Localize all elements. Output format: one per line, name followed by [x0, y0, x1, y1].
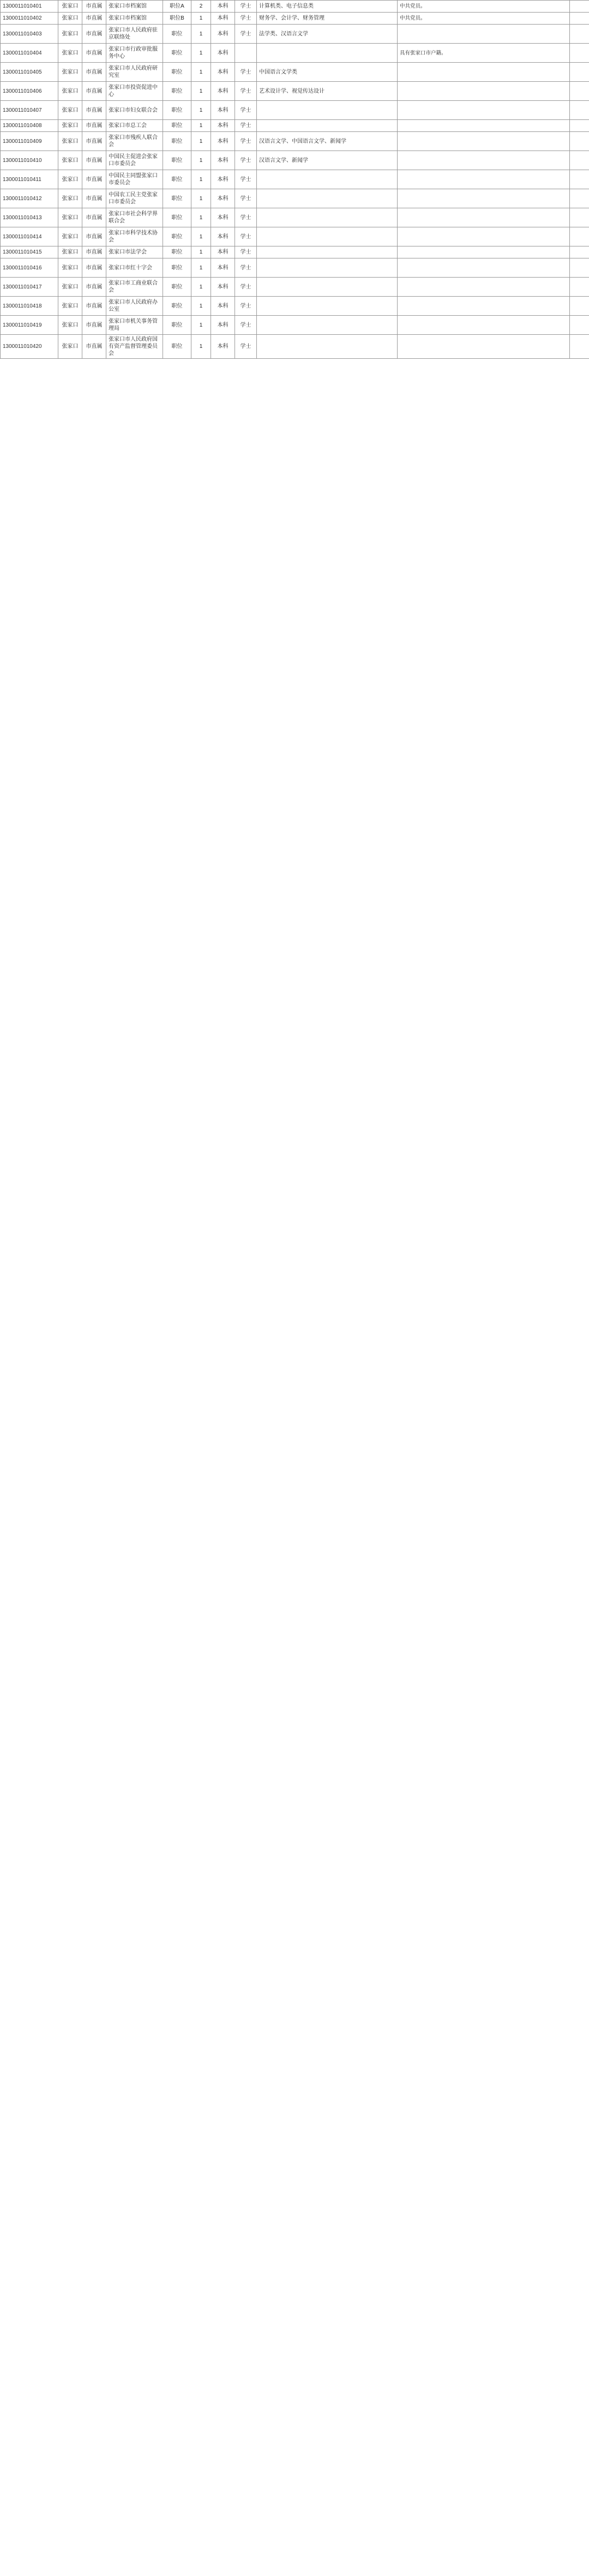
cell-exam	[570, 335, 589, 359]
cell-count: 2	[191, 1, 211, 13]
cell-post: 职位	[163, 258, 191, 278]
cell-level: 市直属	[82, 227, 106, 246]
cell-city: 张家口	[58, 63, 82, 82]
cell-unit: 中国民主促进会张家口市委员会	[106, 151, 163, 170]
cell-city: 张家口	[58, 25, 82, 44]
cell-edu: 本科	[211, 132, 235, 151]
table-row	[1, 258, 589, 278]
cell-post: 职位B	[163, 13, 191, 25]
cell-count: 1	[191, 189, 211, 208]
cell-degree: 学士	[235, 13, 257, 25]
cell-count: 1	[191, 63, 211, 82]
table-row	[1, 208, 589, 227]
cell-city: 张家口	[58, 132, 82, 151]
cell-edu: 本科	[211, 258, 235, 278]
cell-degree: 学士	[235, 151, 257, 170]
cell-level: 市直属	[82, 132, 106, 151]
cell-degree: 学士	[235, 132, 257, 151]
cell-count: 1	[191, 82, 211, 101]
cell-city: 张家口	[58, 82, 82, 101]
cell-edu: 本科	[211, 101, 235, 120]
cell-major	[257, 208, 398, 227]
cell-unit: 张家口市社会科学界联合会	[106, 208, 163, 227]
cell-notes	[398, 335, 570, 359]
cell-unit: 中国民主同盟张家口市委员会	[106, 170, 163, 189]
cell-code: 1300011010414	[1, 227, 58, 246]
cell-major: 财务学、会计学、财务管理	[257, 13, 398, 25]
cell-exam	[570, 101, 589, 120]
cell-unit: 中国农工民主党张家口市委员会	[106, 189, 163, 208]
cell-major	[257, 44, 398, 63]
cell-post: 职位	[163, 120, 191, 132]
table-row	[1, 297, 589, 316]
cell-notes: 具有张家口市户籍。	[398, 44, 570, 63]
cell-count: 1	[191, 227, 211, 246]
cell-edu: 本科	[211, 25, 235, 44]
cell-level: 市直属	[82, 297, 106, 316]
cell-notes	[398, 278, 570, 297]
cell-level: 市直属	[82, 82, 106, 101]
cell-notes	[398, 120, 570, 132]
cell-unit: 张家口市法学会	[106, 246, 163, 258]
cell-notes	[398, 25, 570, 44]
cell-count: 1	[191, 278, 211, 297]
cell-exam	[570, 170, 589, 189]
cell-major	[257, 297, 398, 316]
cell-exam	[570, 246, 589, 258]
cell-post: 职位	[163, 189, 191, 208]
cell-edu: 本科	[211, 278, 235, 297]
cell-degree: 学士	[235, 1, 257, 13]
cell-edu: 本科	[211, 13, 235, 25]
cell-notes	[398, 151, 570, 170]
cell-post: 职位	[163, 246, 191, 258]
cell-notes	[398, 63, 570, 82]
cell-major: 中国语言文学类	[257, 63, 398, 82]
cell-notes	[398, 101, 570, 120]
cell-major: 计算机类、电子信息类	[257, 1, 398, 13]
cell-post: 职位	[163, 297, 191, 316]
table-row	[1, 132, 589, 151]
cell-exam	[570, 258, 589, 278]
position-table	[0, 0, 589, 359]
cell-unit: 张家口市残疾人联合会	[106, 132, 163, 151]
cell-degree: 学士	[235, 189, 257, 208]
cell-code: 1300011010406	[1, 82, 58, 101]
cell-edu: 本科	[211, 151, 235, 170]
cell-edu: 本科	[211, 335, 235, 359]
cell-code: 1300011010402	[1, 13, 58, 25]
cell-level: 市直属	[82, 316, 106, 335]
cell-city: 张家口	[58, 44, 82, 63]
cell-exam	[570, 151, 589, 170]
cell-major	[257, 316, 398, 335]
table-row	[1, 316, 589, 335]
cell-unit: 张家口市机关事务管理局	[106, 316, 163, 335]
cell-exam	[570, 13, 589, 25]
cell-exam	[570, 132, 589, 151]
cell-code: 1300011010417	[1, 278, 58, 297]
cell-unit: 张家口市人民政府驻京联络处	[106, 25, 163, 44]
cell-degree: 学士	[235, 335, 257, 359]
cell-exam	[570, 82, 589, 101]
cell-level: 市直属	[82, 335, 106, 359]
cell-city: 张家口	[58, 151, 82, 170]
cell-city: 张家口	[58, 1, 82, 13]
cell-major	[257, 278, 398, 297]
cell-post: 职位	[163, 170, 191, 189]
cell-count: 1	[191, 246, 211, 258]
cell-edu: 本科	[211, 82, 235, 101]
cell-level: 市直属	[82, 44, 106, 63]
cell-post: 职位	[163, 151, 191, 170]
table-row	[1, 63, 589, 82]
table-row	[1, 82, 589, 101]
cell-exam	[570, 297, 589, 316]
cell-count: 1	[191, 101, 211, 120]
cell-count: 1	[191, 120, 211, 132]
cell-code: 1300011010401	[1, 1, 58, 13]
cell-degree: 学士	[235, 170, 257, 189]
cell-notes	[398, 246, 570, 258]
cell-count: 1	[191, 316, 211, 335]
table-row	[1, 151, 589, 170]
table-row	[1, 278, 589, 297]
cell-count: 1	[191, 258, 211, 278]
cell-degree: 学士	[235, 120, 257, 132]
cell-unit: 张家口市科学技术协会	[106, 227, 163, 246]
cell-count: 1	[191, 208, 211, 227]
cell-post: 职位	[163, 101, 191, 120]
cell-post: 职位	[163, 278, 191, 297]
cell-degree: 学士	[235, 278, 257, 297]
cell-city: 张家口	[58, 120, 82, 132]
cell-city: 张家口	[58, 13, 82, 25]
cell-code: 1300011010405	[1, 63, 58, 82]
cell-unit: 张家口市妇女联合会	[106, 101, 163, 120]
cell-count: 1	[191, 13, 211, 25]
cell-unit: 张家口市人民政府办公室	[106, 297, 163, 316]
cell-code: 1300011010410	[1, 151, 58, 170]
cell-degree: 学士	[235, 297, 257, 316]
cell-post: 职位A	[163, 1, 191, 13]
cell-post: 职位	[163, 227, 191, 246]
cell-degree: 学士	[235, 25, 257, 44]
cell-level: 市直属	[82, 13, 106, 25]
cell-major: 法学类、汉语言文学	[257, 25, 398, 44]
cell-notes	[398, 258, 570, 278]
cell-count: 1	[191, 44, 211, 63]
cell-notes	[398, 316, 570, 335]
cell-notes	[398, 297, 570, 316]
cell-notes: 中共党员。	[398, 13, 570, 25]
cell-code: 1300011010419	[1, 316, 58, 335]
cell-city: 张家口	[58, 101, 82, 120]
cell-exam	[570, 44, 589, 63]
cell-city: 张家口	[58, 316, 82, 335]
cell-notes	[398, 170, 570, 189]
cell-post: 职位	[163, 63, 191, 82]
cell-level: 市直属	[82, 208, 106, 227]
cell-post: 职位	[163, 208, 191, 227]
cell-major	[257, 335, 398, 359]
cell-edu: 本科	[211, 227, 235, 246]
cell-city: 张家口	[58, 258, 82, 278]
cell-major: 汉语言文学、新闻学	[257, 151, 398, 170]
cell-count: 1	[191, 151, 211, 170]
table-row	[1, 13, 589, 25]
cell-code: 1300011010407	[1, 101, 58, 120]
cell-count: 1	[191, 335, 211, 359]
cell-unit: 张家口市红十字会	[106, 258, 163, 278]
cell-unit: 张家口市人民政府国有资产监督管理委员会	[106, 335, 163, 359]
cell-degree: 学士	[235, 101, 257, 120]
cell-major: 汉语言文学、中国语言文学、新闻学	[257, 132, 398, 151]
cell-exam	[570, 208, 589, 227]
table-body	[1, 1, 589, 359]
cell-code: 1300011010404	[1, 44, 58, 63]
cell-edu: 本科	[211, 189, 235, 208]
cell-edu: 本科	[211, 208, 235, 227]
cell-notes	[398, 227, 570, 246]
cell-level: 市直属	[82, 63, 106, 82]
table-row	[1, 25, 589, 44]
cell-edu: 本科	[211, 63, 235, 82]
cell-count: 1	[191, 170, 211, 189]
cell-code: 1300011010408	[1, 120, 58, 132]
cell-city: 张家口	[58, 335, 82, 359]
cell-level: 市直属	[82, 189, 106, 208]
cell-edu: 本科	[211, 316, 235, 335]
cell-city: 张家口	[58, 227, 82, 246]
cell-level: 市直属	[82, 120, 106, 132]
cell-level: 市直属	[82, 25, 106, 44]
cell-unit: 张家口市档案馆	[106, 13, 163, 25]
table-row	[1, 1, 589, 13]
cell-city: 张家口	[58, 170, 82, 189]
cell-degree: 学士	[235, 258, 257, 278]
cell-notes	[398, 189, 570, 208]
cell-city: 张家口	[58, 189, 82, 208]
cell-major	[257, 258, 398, 278]
cell-unit: 张家口市档案馆	[106, 1, 163, 13]
cell-unit: 张家口市总工会	[106, 120, 163, 132]
cell-degree: 学士	[235, 208, 257, 227]
cell-level: 市直属	[82, 151, 106, 170]
cell-post: 职位	[163, 132, 191, 151]
cell-edu: 本科	[211, 120, 235, 132]
cell-city: 张家口	[58, 297, 82, 316]
cell-count: 1	[191, 132, 211, 151]
cell-unit: 张家口市投资促进中心	[106, 82, 163, 101]
cell-notes	[398, 82, 570, 101]
cell-level: 市直属	[82, 258, 106, 278]
cell-exam	[570, 227, 589, 246]
table-row	[1, 44, 589, 63]
cell-notes	[398, 208, 570, 227]
cell-edu: 本科	[211, 297, 235, 316]
cell-exam	[570, 25, 589, 44]
cell-level: 市直属	[82, 170, 106, 189]
cell-count: 1	[191, 25, 211, 44]
cell-degree: 学士	[235, 246, 257, 258]
cell-code: 1300011010415	[1, 246, 58, 258]
cell-major	[257, 246, 398, 258]
cell-exam	[570, 1, 589, 13]
cell-degree: 学士	[235, 63, 257, 82]
table-row	[1, 227, 589, 246]
cell-edu: 本科	[211, 170, 235, 189]
cell-code: 1300011010411	[1, 170, 58, 189]
cell-exam	[570, 63, 589, 82]
cell-degree: 学士	[235, 227, 257, 246]
cell-degree: 学士	[235, 316, 257, 335]
cell-post: 职位	[163, 44, 191, 63]
cell-post: 职位	[163, 25, 191, 44]
cell-degree: 学士	[235, 82, 257, 101]
cell-major	[257, 120, 398, 132]
cell-city: 张家口	[58, 246, 82, 258]
cell-level: 市直属	[82, 246, 106, 258]
table-row	[1, 101, 589, 120]
cell-exam	[570, 316, 589, 335]
cell-level: 市直属	[82, 101, 106, 120]
cell-notes	[398, 132, 570, 151]
table-row	[1, 335, 589, 359]
cell-code: 1300011010412	[1, 189, 58, 208]
cell-code: 1300011010403	[1, 25, 58, 44]
cell-city: 张家口	[58, 208, 82, 227]
cell-post: 职位	[163, 82, 191, 101]
table-row	[1, 170, 589, 189]
cell-level: 市直属	[82, 278, 106, 297]
cell-edu: 本科	[211, 44, 235, 63]
cell-exam	[570, 189, 589, 208]
table-row	[1, 120, 589, 132]
table-row	[1, 189, 589, 208]
cell-code: 1300011010416	[1, 258, 58, 278]
cell-unit: 张家口市人民政府研究室	[106, 63, 163, 82]
table-row	[1, 246, 589, 258]
cell-major	[257, 189, 398, 208]
cell-major	[257, 227, 398, 246]
cell-post: 职位	[163, 316, 191, 335]
cell-unit: 张家口市行政审批服务中心	[106, 44, 163, 63]
cell-major: 艺术设计学、视觉传达设计	[257, 82, 398, 101]
cell-major	[257, 170, 398, 189]
cell-code: 1300011010409	[1, 132, 58, 151]
cell-degree	[235, 44, 257, 63]
cell-count: 1	[191, 297, 211, 316]
cell-code: 1300011010418	[1, 297, 58, 316]
cell-level: 市直属	[82, 1, 106, 13]
cell-post: 职位	[163, 335, 191, 359]
cell-unit: 张家口市工商业联合会	[106, 278, 163, 297]
cell-city: 张家口	[58, 278, 82, 297]
cell-edu: 本科	[211, 246, 235, 258]
cell-exam	[570, 278, 589, 297]
cell-exam	[570, 120, 589, 132]
cell-major	[257, 101, 398, 120]
cell-edu: 本科	[211, 1, 235, 13]
cell-code: 1300011010413	[1, 208, 58, 227]
cell-code: 1300011010420	[1, 335, 58, 359]
cell-notes: 中共党员。	[398, 1, 570, 13]
